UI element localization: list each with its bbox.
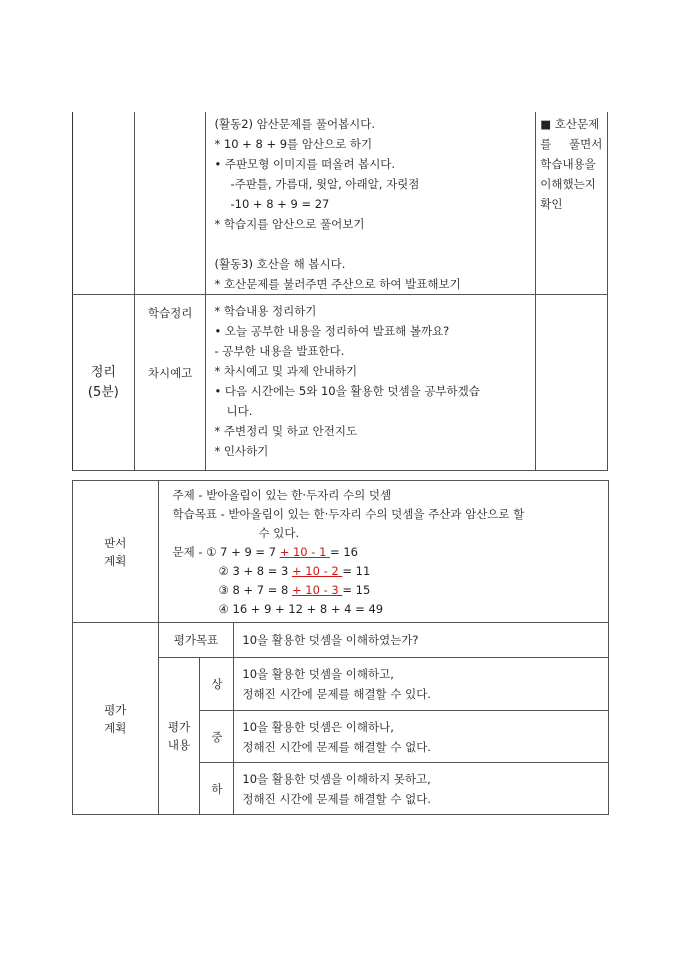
- board-goal: 학습목표 - 받아올림이 있는 한·두자리 수의 덧셈을 주산과 암산으로 할: [172, 507, 525, 521]
- problem-post: = 16: [330, 545, 358, 559]
- level-line: 정해진 시간에 문제를 해결할 수 없다.: [242, 791, 431, 806]
- problem-pre: ③ 8 + 7 = 8: [218, 583, 292, 597]
- activity-line: * 학습지를 암산으로 풀어보기: [214, 217, 365, 231]
- eval-label-2: 계획: [104, 720, 127, 735]
- level-line: 10을 활용한 덧셈은 이해하나,: [242, 719, 394, 734]
- board-eval-table: [72, 480, 609, 815]
- problem-pre: ④ 16 + 9 + 12 + 8 + 4 = 49: [218, 602, 384, 616]
- problem-post: = 11: [342, 564, 371, 578]
- activity-line: -10 + 8 + 9 = 27: [230, 197, 330, 211]
- problem-red: + 10 - 1: [279, 545, 331, 559]
- activity-line: * 호산문제를 불러주면 주산으로 하여 발표해보기: [214, 277, 461, 291]
- lesson-plan-table: [72, 112, 608, 471]
- level-cell: [234, 711, 609, 763]
- eval-content-label: 평가: [167, 720, 191, 734]
- board-topic: 주제 - 받아올림이 있는 한·두자리 수의 덧셈: [172, 488, 392, 502]
- activity-line: -주판틀, 가름대, 윗알, 아래알, 자릿점: [230, 177, 420, 191]
- note-line: ■ 호산문제: [540, 117, 600, 131]
- substage-preview: 차시예고: [147, 366, 193, 380]
- level-line: 10을 활용한 덧셈을 이해하고,: [242, 667, 394, 681]
- problem-pre: ① 7 + 9 = 7: [206, 545, 280, 559]
- summary-activity-cell: [206, 295, 536, 471]
- board-goal-cont: 수 있다.: [258, 526, 300, 540]
- grade-high: 상: [200, 658, 234, 711]
- eval-content-label-2: 내용: [167, 738, 191, 752]
- activity-line: (활동3) 호산을 해 봅시다.: [214, 257, 346, 271]
- problem-pre: ② 3 + 8 = 3: [218, 564, 292, 578]
- summary-line: * 학습내용 정리하기: [214, 304, 317, 318]
- problem-post: = 15: [342, 583, 371, 597]
- problem-row: [173, 600, 608, 619]
- eval-label-cell: [73, 623, 159, 815]
- problem-red: + 10 - 3: [292, 583, 343, 597]
- note-line: 를 풀면서: [540, 137, 603, 151]
- stage-label: 정리: [90, 364, 116, 380]
- eval-content-cell: [158, 658, 200, 815]
- board-content-cell: [158, 481, 608, 623]
- eval-goal-label: 평가목표: [158, 623, 234, 658]
- grade-low: 하: [200, 763, 234, 815]
- grade-mid: 중: [200, 711, 234, 763]
- substage-summary: 학습정리: [147, 306, 193, 320]
- note-cell: [536, 112, 608, 295]
- stage-time: (5분): [87, 384, 119, 400]
- board-label-2: 계획: [104, 553, 127, 568]
- note-line: 이해했는지: [540, 177, 596, 191]
- level-line: 10을 활용한 덧셈을 이해하지 못하고,: [242, 771, 431, 786]
- stage-cell: [73, 295, 135, 471]
- note-line: 확인: [540, 197, 563, 211]
- problem-row: [173, 562, 608, 581]
- substage-cell: [134, 295, 206, 471]
- eval-label: 평가: [104, 702, 127, 717]
- summary-line: 니다.: [226, 404, 253, 418]
- summary-line: • 다음 시간에는 5와 10을 활용한 덧셈을 공부하겠습: [214, 384, 480, 398]
- summary-line: • 오늘 공부한 내용을 정리하여 발표해 볼까요?: [214, 324, 450, 338]
- stage-cell-empty: [73, 112, 135, 295]
- problems-prefix: 문제 -: [172, 545, 203, 559]
- level-line: 정해진 시간에 문제를 해결할 수 있다.: [242, 687, 431, 701]
- board-label: 판서: [104, 535, 127, 550]
- activity-cell: [206, 112, 536, 295]
- level-line: 정해진 시간에 문제를 해결할 수 없다.: [242, 739, 431, 754]
- activity-line: [214, 234, 527, 254]
- note-line: 학습내용을: [540, 157, 596, 171]
- summary-line: - 공부한 내용을 발표한다.: [214, 344, 345, 358]
- problem-row: [173, 581, 608, 600]
- activity-line: (활동2) 암산문제를 풀어봅시다.: [214, 117, 376, 131]
- summary-line: * 인사하기: [214, 444, 269, 458]
- problem-row: [173, 543, 608, 562]
- summary-line: * 주변정리 및 하교 안전지도: [214, 424, 358, 438]
- activity-line: • 주판모형 이미지를 떠올려 봅시다.: [214, 157, 396, 171]
- activity-line: * 10 + 8 + 9를 암산으로 하기: [214, 137, 373, 151]
- problem-red: + 10 - 2: [292, 564, 343, 578]
- board-label-cell: [73, 481, 159, 623]
- summary-line: * 차시예고 및 과제 안내하기: [214, 364, 358, 378]
- level-cell: [234, 658, 609, 711]
- substage-cell-empty: [134, 112, 206, 295]
- eval-goal-text: 10을 활용한 덧셈을 이해하였는가?: [234, 623, 609, 658]
- level-cell: [234, 763, 609, 815]
- summary-note-cell: [536, 295, 608, 471]
